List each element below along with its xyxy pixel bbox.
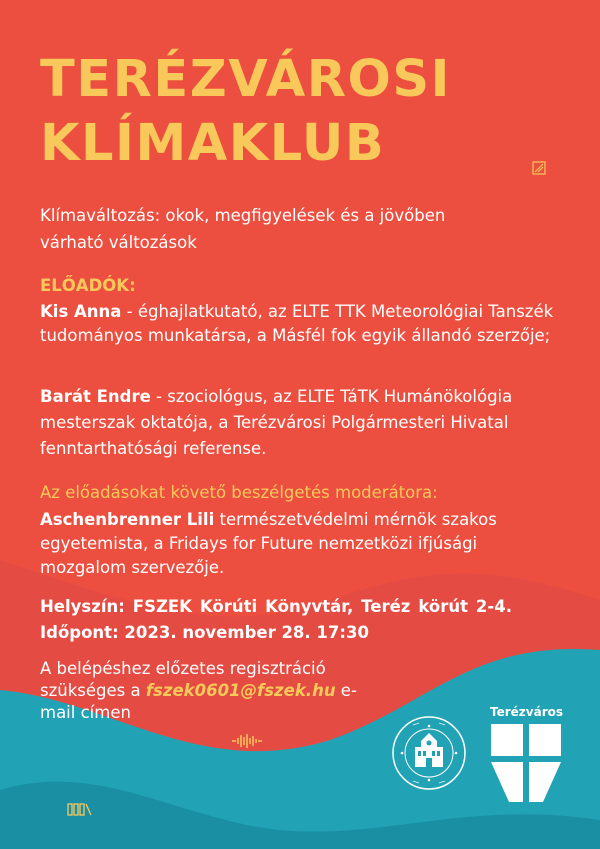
speaker-1-description: - éghajlatkutató, az ELTE TTK Meteorológiai Tanszék tudományos munkatársa, a Másfél fok egyik állandó szerzője; — [40, 302, 554, 345]
email-link[interactable]: fszek0601@fszek.hu — [145, 681, 336, 700]
event-subtitle: Klímaváltozás: okok, megfigyelések és a jövőben várható változások — [40, 206, 446, 252]
registration-prefix: A belépéshez előzetes regisztráció szükséges a — [40, 659, 326, 700]
sound-wave-icon — [230, 733, 264, 749]
speaker-1-name: Kis Anna — [40, 302, 122, 321]
books-icon — [67, 802, 93, 816]
registration-info — [40, 658, 370, 724]
moderator-name: Aschenbrenner Lili — [40, 510, 215, 529]
speaker-2-name: Barát Endre — [40, 387, 151, 406]
moderator-heading: Az előadásokat követő beszélgetés moderátora: — [40, 483, 438, 502]
speaker-1 — [40, 300, 560, 348]
library-seal-logo — [391, 715, 467, 791]
title-line-1: TERÉZVÁROSI — [40, 50, 452, 109]
speaker-2-description: - szociológus, az ELTE TáTK Humánökológia mesterszak oktatója, a Terézvárosi Polgármesteri Hivatal fenntarthatósági referense. — [40, 387, 513, 458]
speaker-2 — [40, 384, 560, 462]
title-line-2: KLÍMAKLUB — [40, 114, 386, 173]
venue-info: Helyszín: FSZEK Körúti Könyvtár, Teréz körút 2-4. Időpont: 2023. november 28. 17:30 — [40, 597, 512, 642]
brand-name: Terézváros — [490, 705, 563, 719]
moderator — [40, 508, 560, 580]
speakers-heading: ELŐADÓK: — [40, 276, 136, 295]
pattern-icon — [532, 161, 546, 175]
moderator-description: természetvédelmi mérnök szakos egyetemista, a Fridays for Future nemzetközi ifjúsági mozgalom szervezője. — [40, 510, 497, 577]
page-title — [40, 48, 451, 176]
terezvaros-shield-logo — [491, 724, 561, 809]
registration-suffix: e-mail címen — [40, 681, 357, 722]
